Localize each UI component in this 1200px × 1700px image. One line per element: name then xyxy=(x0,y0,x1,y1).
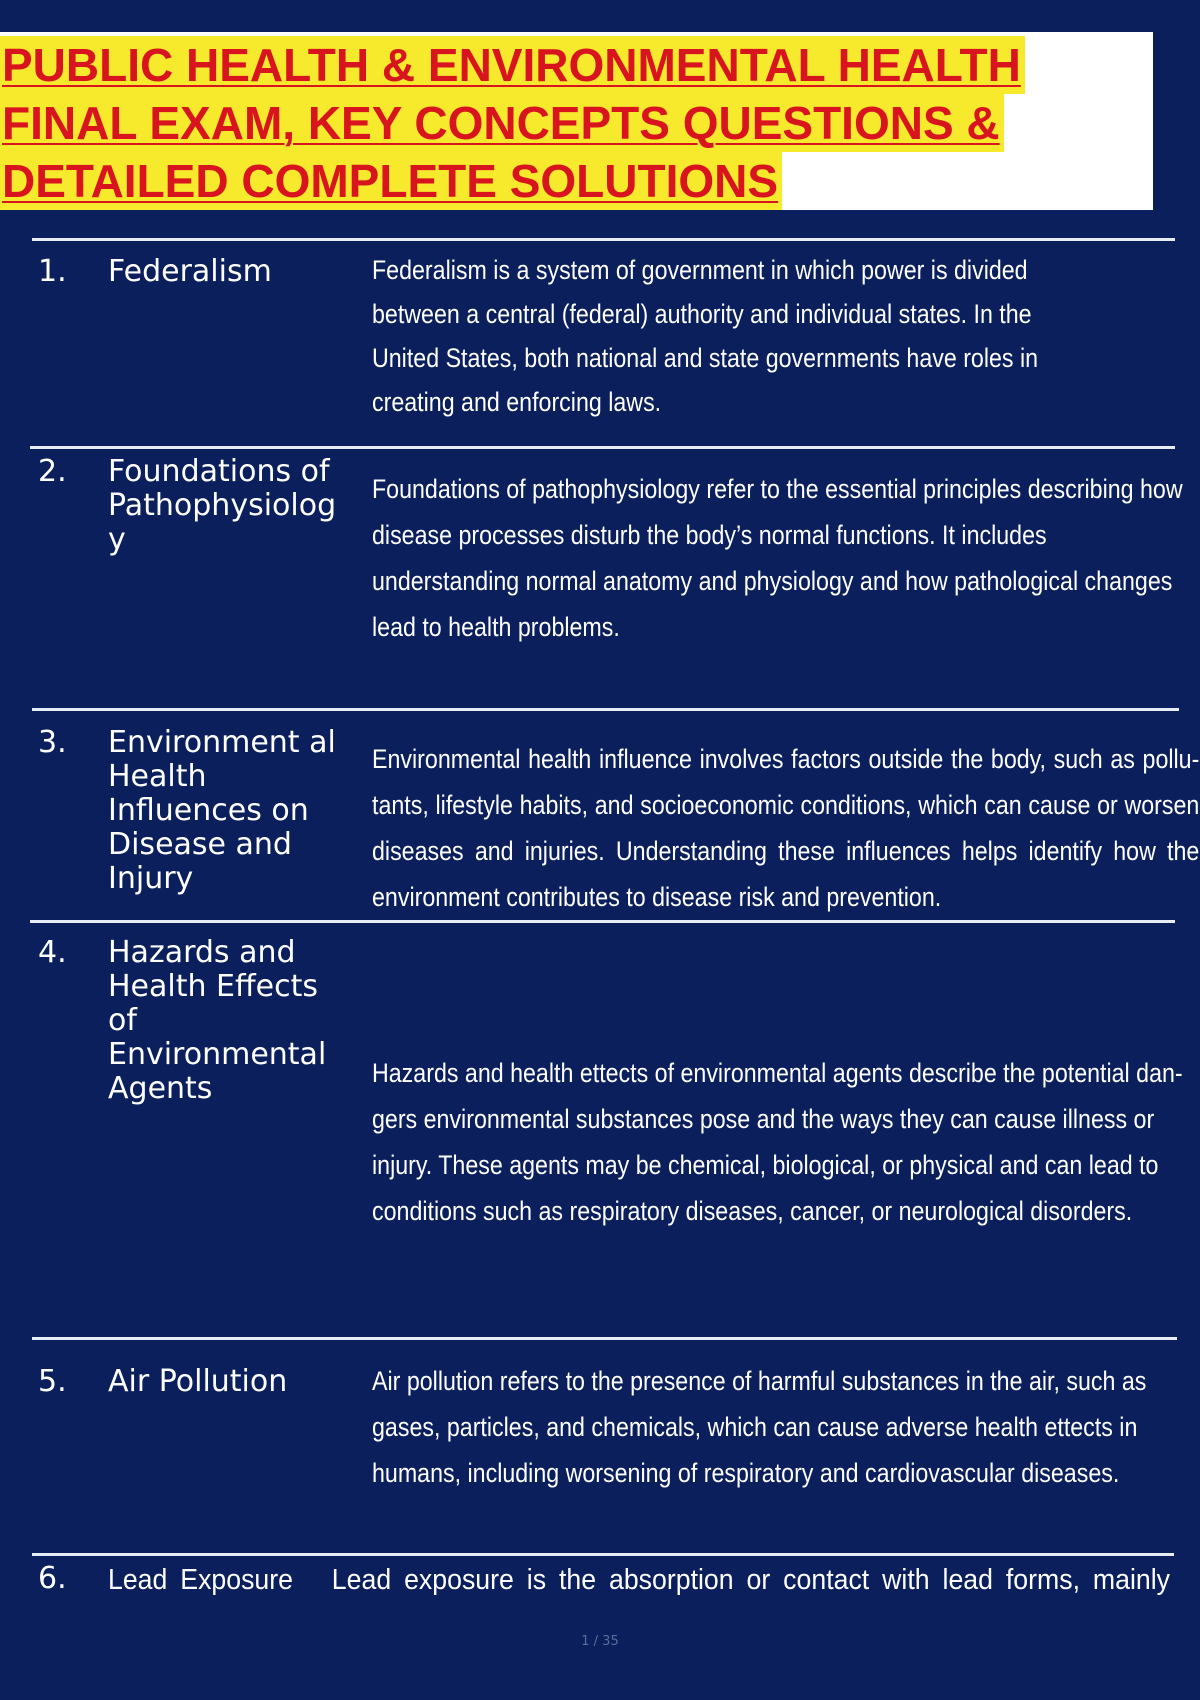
item-number: 6. xyxy=(38,1561,67,1596)
item-term: Federalism xyxy=(108,254,272,289)
row-divider xyxy=(32,708,1179,711)
item-number: 5. xyxy=(38,1364,67,1399)
item-term: Environment al Health Influences on Disease and Injury xyxy=(108,725,336,896)
item-definition: Hazards and health ettects of environmental agents describe the potential dan- gers environmental substances pose and the ways they can cause illness or injury. These agents may be chemical, biological, or physical and can lead to conditions such as respiratory diseases, cancer, or neurological disorders. xyxy=(372,1058,1183,1226)
item-definition: Environmental health influence involves factors outside the body, such as pollu- tants, lifestyle habits, and socioeconomic conditions, which can cause or worsen diseases and injuries. Understanding these influences helps identify how the environment contributes to disease risk and prevention. xyxy=(372,744,1200,912)
item-term: Air Pollution xyxy=(108,1364,288,1399)
item-definition: Federalism is a system of government in which power is divided between a central (federal) authority and individual states. In the United States, both national and state governments have roles in creating and enforcing laws. xyxy=(372,255,1039,417)
item-definition: Foundations of pathophysiology refer to the essential principles describing how disease processes disturb the body’s normal functions. It includes understanding normal anatomy and physiology and how pathological changes lead to health problems. xyxy=(372,474,1183,642)
item-number: 1. xyxy=(38,254,67,289)
item-number: 3. xyxy=(38,725,67,760)
item-term: Lead Exposure xyxy=(108,1564,294,1596)
item-term: Hazards and Health Effects of Environmental Agents xyxy=(108,935,327,1106)
document-title-line-1: PUBLIC HEALTH & ENVIRONMENTAL HEALTH xyxy=(0,36,1025,94)
item-number: 4. xyxy=(38,935,67,970)
row-divider xyxy=(32,238,1175,241)
item-definition: Air pollution refers to the presence of harmful substances in the air, such as gases, particles, and chemicals, which can cause adverse health ettects in humans, including worsening of respiratory and cardiovascular diseases. xyxy=(372,1366,1147,1488)
document-title-line-2: FINAL EXAM, KEY CONCEPTS QUESTIONS & xyxy=(0,94,1004,152)
item-definition: Lead exposure is the absorption or contact with lead forms, mainly xyxy=(331,1564,1171,1596)
row-divider xyxy=(30,446,1175,449)
page-indicator: 1 / 35 xyxy=(581,1634,619,1649)
item-term-and-definition xyxy=(108,1558,1171,1602)
row-divider xyxy=(30,920,1175,923)
row-divider xyxy=(32,1337,1177,1340)
document-title-line-3: DETAILED COMPLETE SOLUTIONS xyxy=(0,152,782,210)
item-number: 2. xyxy=(38,454,67,489)
item-term: Foundations of Pathophysiolog y xyxy=(108,454,337,557)
row-divider xyxy=(32,1553,1174,1556)
